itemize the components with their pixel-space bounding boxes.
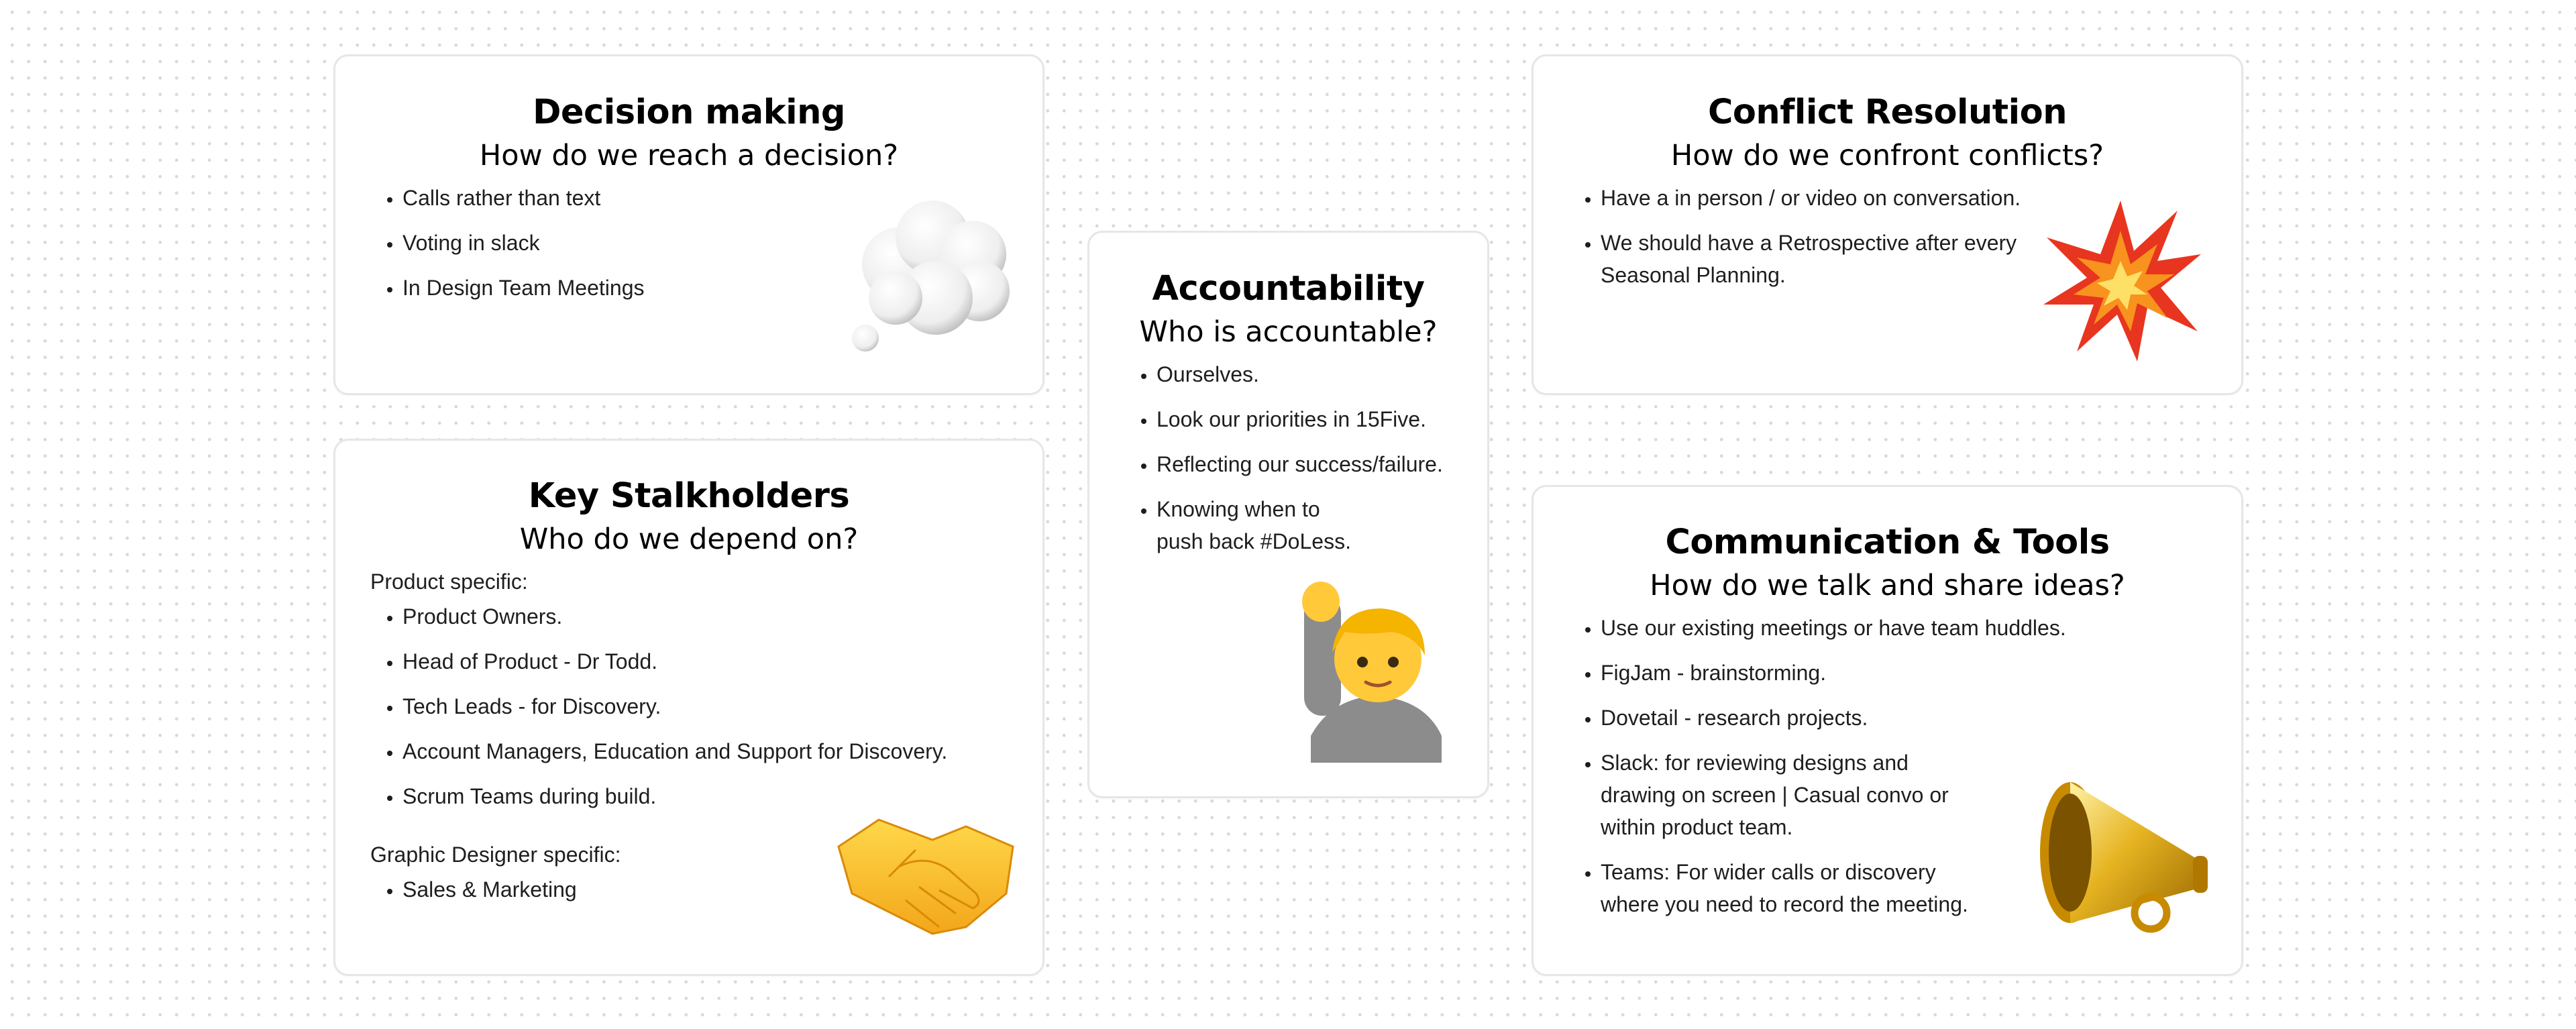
card-title: Conflict Resolution [1707,93,2068,132]
list-item: • Head of Product - Dr Todd. [402,645,1042,678]
card-subtitle: Who is accountable? [1139,315,1438,349]
designer-specific-heading: Graphic Designer specific: [370,843,621,867]
key-stakeholders-card [333,439,1044,976]
list-item: • Slack: for reviewing designs and drawing on screen | Casual convo or within product team. [1601,747,2241,843]
handshake-icon [832,806,1020,940]
list-item: • Account Managers, Education and Support for Discovery. [402,735,1042,767]
card-subtitle: How do we reach a decision? [479,139,899,172]
list-item: • We should have a Retrospective after every Seasonal Planning. [1601,227,2241,291]
list-item: • Teams: For wider calls or discovery where you need to record the meeting. [1601,856,2241,920]
thought-bubble-icon [845,184,1020,358]
list-item: • Scrum Teams during build. [402,780,1042,812]
list-item: • Dovetail - research projects. [1601,702,2241,734]
card-title: Accountability [1152,269,1425,309]
megaphone-icon [2033,775,2214,936]
card-subtitle: How do we confront conflicts? [1670,139,2104,172]
card-subtitle: Who do we depend on? [519,523,859,556]
card-title: Communication & Tools [1665,523,2110,562]
list-item: • Have a in person / or video on conversation. [1601,182,2241,214]
list-item: • Sales & Marketing [402,873,1042,906]
card-title: Decision making [533,93,845,132]
card-title: Key Stalkholders [528,476,850,516]
conflict-resolution-card [1532,54,2243,395]
accountability-list [1089,358,1487,557]
list-item: • Knowing when to push back #DoLess. [1157,493,1487,557]
list-item: • Use our existing meetings or have team huddles. [1601,612,2241,644]
product-specific-heading: Product specific: [370,570,528,594]
accountability-card [1087,231,1489,798]
list-item: • Ourselves. [1157,358,1487,390]
list-item: • Calls rather than text [402,182,1042,214]
card-subtitle: How do we talk and share ideas? [1650,569,2125,602]
list-item: • Look our priorities in 15Five. [1157,403,1487,435]
list-item: • Tech Leads - for Discovery. [402,690,1042,722]
person-raising-hand-icon [1291,582,1452,763]
list-item: • Voting in slack [402,227,1042,259]
list-item: • Reflecting our success/failure. [1157,448,1487,480]
communication-tools-card [1532,485,2243,976]
collision-icon [2037,197,2204,365]
list-item: • In Design Team Meetings [402,272,1042,304]
list-item: • FigJam - brainstorming. [1601,657,2241,689]
decision-making-card [333,54,1044,395]
product-stakeholder-list [335,600,1042,812]
list-item: • Product Owners. [402,600,1042,633]
